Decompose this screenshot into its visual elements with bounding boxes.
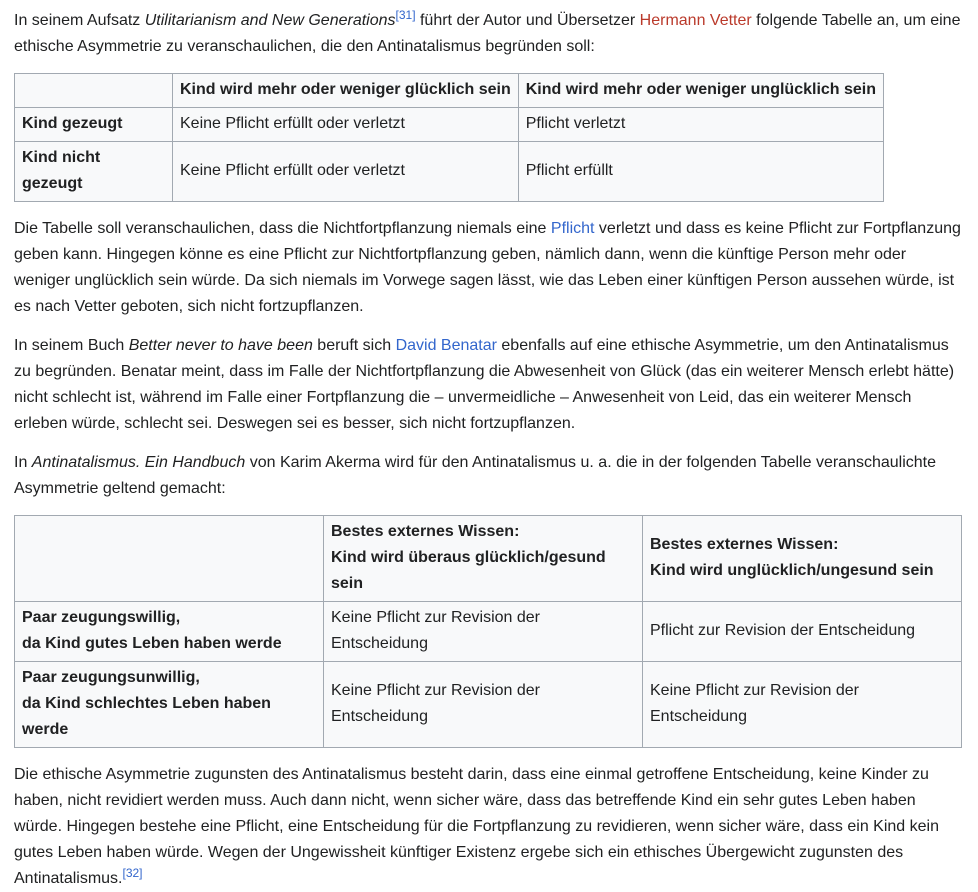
row-header-line: da Kind gutes Leben haben werde: [22, 635, 282, 652]
link-hermann-vetter[interactable]: Hermann Vetter: [639, 12, 752, 29]
vetter-table: [14, 73, 884, 202]
row-header: [15, 662, 324, 748]
header-line: Bestes externes Wissen:: [650, 536, 839, 553]
row-header-line: da Kind schlechtes Leben haben werde: [22, 695, 271, 738]
table-cell: Keine Pflicht erfüllt oder verletzt: [173, 108, 519, 142]
row-header: Kind gezeugt: [15, 108, 173, 142]
table-cell: Keine Pflicht zur Revision der Entscheidung: [643, 662, 962, 748]
row-header-line: Paar zeugungswillig,: [22, 609, 181, 626]
reference-31[interactable]: [396, 8, 416, 22]
text: folgende Tabelle an, um eine ethische Asymmetrie zu veranschaulichen, die den Antinatalismus begründen soll:: [14, 12, 961, 55]
table-cell: Pflicht verletzt: [518, 108, 883, 142]
table-header-row: [15, 74, 884, 108]
paragraph-conclusion: [14, 762, 964, 892]
text: In: [14, 454, 32, 471]
text: Die ethische Asymmetrie zugunsten des Antinatalismus besteht darin, dass eine einmal getroffene Entscheidung, keine Kinder zu haben, nicht revidiert werden muss. Auch dann nicht, wenn sicher wäre, dass das betreffende Kind ein sehr gutes Leben haben würde. Hingegen bestehe eine Pflicht, eine Entscheidung für die Fortpflanzung zu revidieren, wenn sicher wäre, dass ein Kind kein gutes Leben haben würde. Wegen der Ungewissheit künftiger Existenz ergebe sich ein ethisches Übergewicht zugunsten des Antinatalismus.: [14, 766, 939, 887]
link-pflicht[interactable]: Pflicht: [550, 220, 595, 237]
work-title: Antinatalismus. Ein Handbuch: [31, 454, 246, 471]
text: Die Tabelle soll veranschaulichen, dass die Nichtfortpflanzung niemals eine: [14, 220, 551, 237]
text: führt der Autor und Übersetzer: [415, 12, 640, 29]
table-row: [15, 602, 962, 662]
table-header-empty: [15, 516, 324, 602]
paragraph-pflicht: [14, 216, 964, 320]
table-header: Kind wird mehr oder weniger unglücklich sein: [518, 74, 883, 108]
row-header-line: Paar zeugungsunwillig,: [22, 669, 200, 686]
table-header: [324, 516, 643, 602]
table-header-row: [15, 516, 962, 602]
text: von Karim Akerma wird für den Antinatalismus u. a. die in der folgenden Tabelle veranschaulichte Asymmetrie geltend gemacht:: [14, 454, 937, 497]
text: In seinem Buch: [14, 337, 129, 354]
table-header: Kind wird mehr oder weniger glücklich sein: [173, 74, 519, 108]
text: In seinem Aufsatz: [14, 12, 145, 29]
text: ebenfalls auf eine ethische Asymmetrie, um den Antinatalismus zu begründen. Benatar meint, dass im Falle der Nichtfortpflanzung die Abwesenheit von Glück (das ein weiterer Mensch erlebt hätte) nicht schlecht ist, während im Falle einer Fortpflanzung die – unvermeidliche – Anwesenheit von Leid, das ein weiterer Mensch erleben würde, schlecht sei. Deswegen sei es besser, sich nicht fortzupflanzen.: [14, 337, 955, 432]
work-title: Utilitarianism and New Generations: [144, 12, 396, 29]
table-cell: Pflicht zur Revision der Entscheidung: [643, 602, 962, 662]
paragraph-vetter: [14, 8, 964, 60]
reference-link[interactable]: [32]: [122, 866, 143, 880]
table-header: [643, 516, 962, 602]
text: beruft sich: [312, 337, 396, 354]
row-header: [15, 602, 324, 662]
paragraph-benatar: [14, 333, 964, 437]
header-line: Bestes externes Wissen:: [331, 523, 520, 540]
table-cell: Keine Pflicht zur Revision der Entscheidung: [324, 602, 643, 662]
header-line: Kind wird unglücklich/ungesund sein: [650, 562, 934, 579]
text: verletzt und dass es keine Pflicht zur Fortpflanzung geben kann. Hingegen könne es eine Pflicht zur Nichtfortpflanzung geben, nämlich dann, wenn die künftige Person mehr oder weniger unglücklich sein würde. Da sich niemals im Vorwege sagen lässt, wie das Leben einer künftigen Person aussehen würde, ist es nach Vetter geboten, sich nicht fortzupflanzen.: [14, 220, 961, 315]
table-cell: Keine Pflicht erfüllt oder verletzt: [173, 142, 519, 202]
paragraph-akerma: [14, 450, 964, 502]
reference-link[interactable]: [31]: [395, 8, 416, 22]
reference-32[interactable]: [123, 866, 143, 880]
link-david-benatar[interactable]: David Benatar: [395, 337, 497, 354]
header-line: Kind wird überaus glücklich/gesund sein: [331, 549, 606, 592]
table-row: [15, 142, 884, 202]
table-header-empty: [15, 74, 173, 108]
table-row: [15, 108, 884, 142]
akerma-table: [14, 515, 962, 748]
work-title: Better never to have been: [128, 337, 313, 354]
table-cell: Pflicht erfüllt: [518, 142, 883, 202]
table-row: [15, 662, 962, 748]
row-header: Kind nicht gezeugt: [15, 142, 173, 202]
table-cell: Keine Pflicht zur Revision der Entscheidung: [324, 662, 643, 748]
